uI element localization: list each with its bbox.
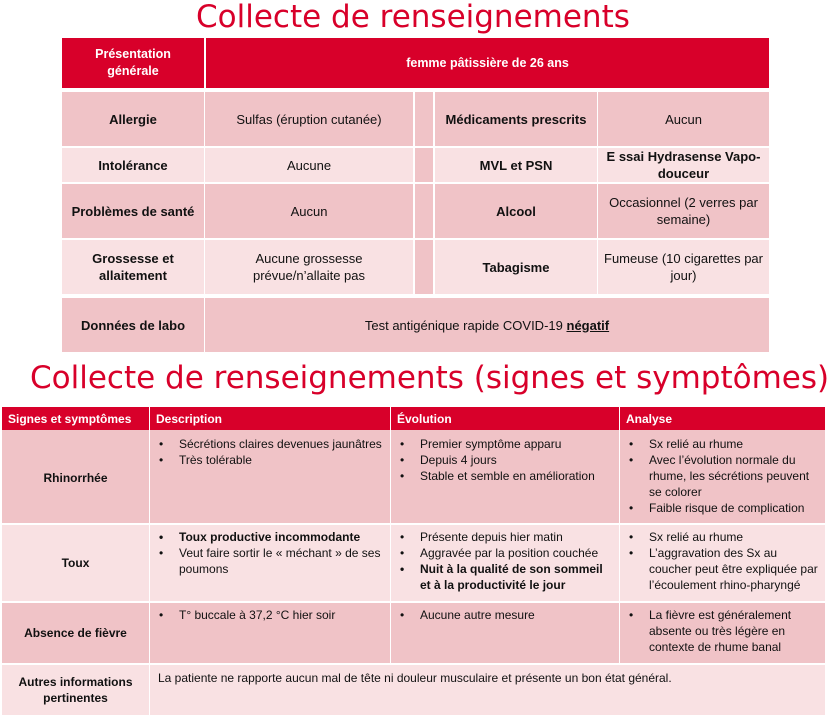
analysis-cell <box>620 603 825 663</box>
sign-rhinorrhea: Rhinorrhée <box>43 470 108 485</box>
alcohol-label: Alcool <box>435 184 597 238</box>
other-info-label: Autres informations pertinentes <box>18 675 133 705</box>
mvl-psn-value: E ssai Hydrasense Vapo-douceur <box>598 148 769 182</box>
section-title-symptoms: Collecte de renseignements (signes et symptômes) <box>30 360 830 396</box>
list-item: • Veut faire sortir le « méchant » de ses poumons <box>150 545 384 577</box>
prescribed-meds-value: Aucun <box>598 92 769 146</box>
list-item: • Nuit à la qualité de son sommeil et à la productivité le jour <box>391 561 613 593</box>
analysis-cell <box>620 432 825 523</box>
symptoms-table <box>2 407 825 715</box>
list-item: • La fièvre est généralement absente ou très légère en contexte de rhume banal <box>620 607 819 655</box>
pregnancy-value: Aucune grossesse prévue/n’allaite pas <box>205 240 413 294</box>
header-description: Description <box>156 411 223 426</box>
list-item: • Présente depuis hier matin <box>391 529 613 545</box>
list-item: • L’aggravation des Sx au coucher peut être expliquée par l’écoulement rhino-pharyngé <box>620 545 819 593</box>
allergy-label: Allergie <box>62 92 204 146</box>
table-row <box>2 665 825 715</box>
alcohol-value: Occasionnel (2 verres par semaine) <box>598 184 769 238</box>
list-item: • T° buccale à 37,2 °C hier soir <box>150 607 384 623</box>
list-item: • Très tolérable <box>150 452 384 468</box>
table-row <box>2 525 825 601</box>
patient-info-table <box>62 38 769 352</box>
symptoms-header-row <box>2 407 825 430</box>
labo-label: Données de labo <box>62 298 204 352</box>
prescribed-meds-label: Médicaments prescrits <box>435 92 597 146</box>
list-item: • Stable et semble en amélioration <box>391 468 613 484</box>
labo-value <box>205 298 769 352</box>
description-cell <box>150 432 390 523</box>
list-item: • Sx relié au rhume <box>620 436 819 452</box>
list-item: • Sx relié au rhume <box>620 529 819 545</box>
health-problems-value: Aucun <box>205 184 413 238</box>
analysis-cell <box>620 525 825 601</box>
list-item: • Faible risque de complication <box>620 500 819 516</box>
header-signs: Signes et symptômes <box>8 411 132 426</box>
mvl-psn-label: MVL et PSN <box>435 148 597 182</box>
list-item: • Aggravée par la position couchée <box>391 545 613 561</box>
header-analysis: Analyse <box>626 411 673 426</box>
list-item: • Premier symptôme apparu <box>391 436 613 452</box>
list-item: • Aucune autre mesure <box>391 607 613 623</box>
list-item: • Toux productive incommodante <box>150 529 384 545</box>
list-item: • Sécrétions claires devenues jaunâtres <box>150 436 384 452</box>
smoking-value: Fumeuse (10 cigarettes par jour) <box>598 240 769 294</box>
presentation-value: femme pâtissière de 26 ans <box>206 38 769 88</box>
labo-test: Test antigénique rapide COVID-19 <box>364 317 563 333</box>
intolerance-label: Intolérance <box>62 148 204 182</box>
allergy-value: Sulfas (éruption cutanée) <box>205 92 413 146</box>
list-item: • Avec l’évolution normale du rhume, les sécrétions peuvent se colorer <box>620 452 819 500</box>
smoking-label: Tabagisme <box>435 240 597 294</box>
description-cell <box>150 525 390 601</box>
table-row <box>2 603 825 663</box>
list-item: • Depuis 4 jours <box>391 452 613 468</box>
page-title: Collecte de renseignements <box>196 0 630 35</box>
sign-cough: Toux <box>61 556 90 570</box>
pregnancy-label: Grossesse et allaitement <box>62 240 204 294</box>
health-problems-label: Problèmes de santé <box>62 184 204 238</box>
labo-result: négatif <box>566 317 610 333</box>
evolution-cell <box>391 432 619 523</box>
other-info-text: La patiente ne rapporte aucun mal de tête ni douleur musculaire et présente un bon état général. <box>158 671 672 685</box>
sign-no-fever: Absence de fièvre <box>24 626 127 640</box>
evolution-cell <box>391 603 619 663</box>
header-evolution: Évolution <box>397 411 452 426</box>
evolution-cell <box>391 525 619 601</box>
intolerance-value: Aucune <box>205 148 413 182</box>
presentation-label: Présentation générale <box>62 38 204 88</box>
table-row <box>2 432 825 523</box>
description-cell <box>150 603 390 663</box>
